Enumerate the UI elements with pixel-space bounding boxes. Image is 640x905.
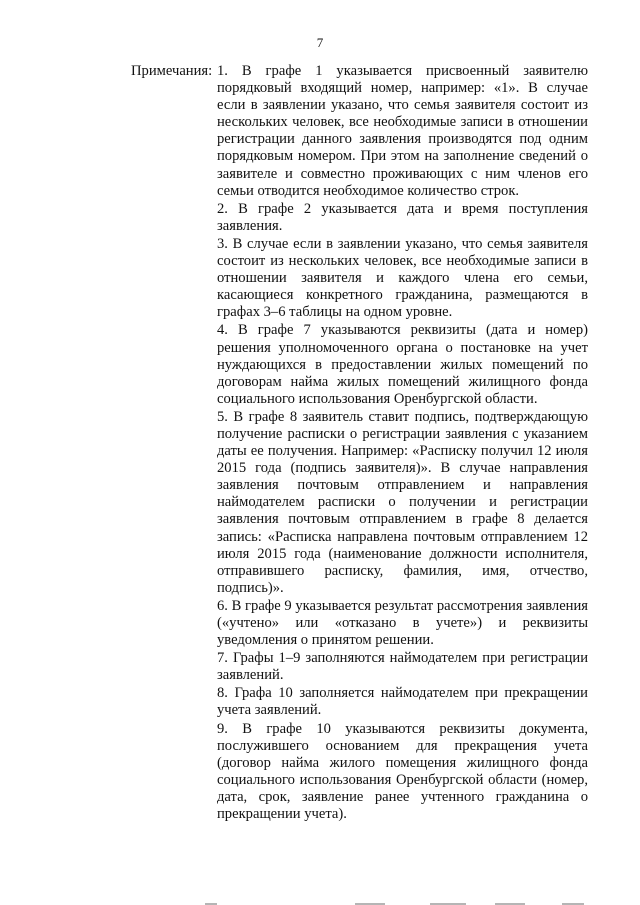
- note-item-6: 6. В графе 9 указывается результат рассмотрения заявления («учтено» или «отказано в учете») и реквизиты уведомления о принятом решении.: [217, 597, 588, 649]
- notes-label: Примечания:: [131, 63, 213, 79]
- notes-list: [217, 63, 588, 824]
- note-item-2: 2. В графе 2 указывается дата и время поступления заявления.: [217, 200, 588, 234]
- page-number: 7: [316, 35, 324, 50]
- note-item-7: 7. Графы 1–9 заполняются наймодателем при регистрации заявлений.: [217, 650, 588, 684]
- note-item-9: 9. В графе 10 указываются реквизиты документа, послужившего основанием для прекращения учета (договор найма жилого помещения жилищного фонда социального использования Оренбургской области (номер, дата, срок, заявление ранее учтенного гражданина о прекращении учета).: [217, 720, 588, 823]
- note-item-4: 4. В графе 7 указываются реквизиты (дата и номер) решения уполномоченного органа о постановке на учет нуждающихся в предоставлении жилых помещений по договорам найма жилых помещений жилищного фонда социального использования Оренбургской области.: [217, 322, 588, 407]
- note-item-5: 5. В графе 8 заявитель ставит подпись, подтверждающую получение расписки о регистрации заявления с указанием даты ее получения. Например: «Расписку получил 12 июля 2015 года (подпись заявителя)». В случае направления заявления почтовым отправлением и направления наймодателем расписки о получении и регистрации заявления почтовым отправлением в графе 8 делается запись: «Расписка направлена почтовым отправлением 12 июля 2015 года (наименование должности исполнителя, отправившего расписку, фамилия, имя, отчество, подпись)».: [217, 408, 588, 596]
- note-item-8: 8. Графа 10 заполняется наймодателем при прекращении учета заявлений.: [217, 685, 588, 719]
- note-item-1: 1. В графе 1 указывается присвоенный заявителю порядковый входящий номер, например: «1». В случае если в заявлении указано, что семья заявителя состоит из нескольких человек, все необходимые записи в отношении регистрации данного заявления производятся под одним порядковым номером. При этом на заполнение сведений о заявителе и совместно проживающих с ним членов его семьи отводится необходимое количество строк.: [217, 63, 588, 199]
- note-item-3: 3. В случае если в заявлении указано, что семья заявителя состоит из нескольких человек, все необходимые записи в отношении заявителя и каждого члена его семьи, касающиеся конкретного гражданина, размещаются в графах 3–6 таблицы на одном уровне.: [217, 235, 588, 321]
